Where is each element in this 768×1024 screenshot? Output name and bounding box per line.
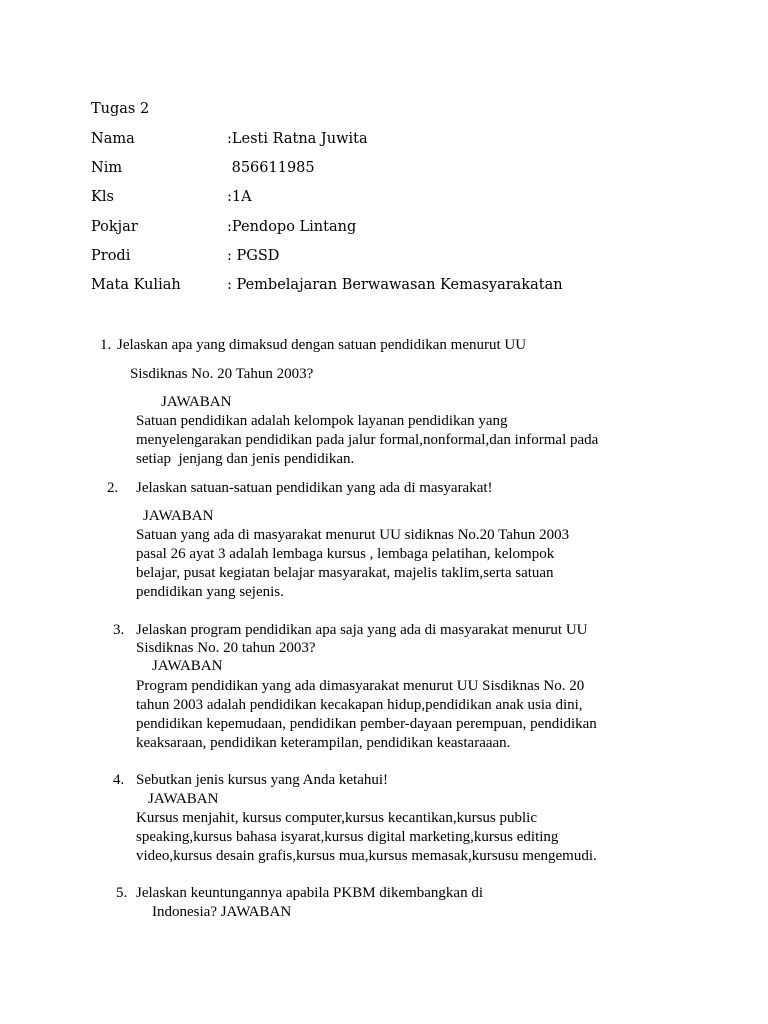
field-label-nim: Nim — [91, 160, 123, 176]
answer-2-line-3: belajar, pusat kegiatan belajar masyarakat, majelis taklim,serta satuan — [136, 565, 554, 581]
answer-3-line-1: Program pendidikan yang ada dimasyarakat menurut UU Sisdiknas No. 20 — [136, 678, 585, 694]
field-value-kls: :1A — [227, 189, 252, 205]
answer-2-line-1: Satuan yang ada di masyarakat menurut UU sidiknas No.20 Tahun 2003 — [136, 527, 570, 543]
question-3-number: 3. — [113, 622, 125, 638]
question-3-text-line-1: Jelaskan program pendidikan apa saja yang ada di masyarakat menurut UU — [136, 622, 588, 638]
question-1-text-line-1: Jelaskan apa yang dimaksud dengan satuan pendidikan menurut UU — [117, 337, 527, 353]
field-value-nim: 856611985 — [227, 160, 315, 176]
answer-2-line-2: pasal 26 ayat 3 adalah lembaga kursus , lembaga pelatihan, kelompok — [136, 546, 555, 562]
question-4-text-line-1: Sebutkan jenis kursus yang Anda ketahui! — [136, 772, 389, 788]
field-label-kls: Kls — [91, 189, 114, 205]
field-value-nama: :Lesti Ratna Juwita — [227, 131, 368, 147]
answer-1-label: JAWABAN — [161, 394, 232, 410]
answer-1-line-3: setiap jenjang dan jenis pendidikan. — [136, 451, 355, 467]
doc-title: Tugas 2 — [91, 101, 150, 117]
question-2-number: 2. — [107, 480, 119, 496]
question-5-text-line-2: Indonesia? JAWABAN — [152, 904, 292, 920]
question-5-text-line-1: Jelaskan keuntungannya apabila PKBM dikembangkan di — [136, 885, 484, 901]
answer-3-line-3: pendidikan kepemudaan, pendidikan pember-dayaan perempuan, pendidikan — [136, 716, 597, 732]
field-value-mata-kuliah: : Pembelajaran Berwawasan Kemasyarakatan — [227, 277, 563, 293]
answer-3-line-4: keaksaraan, pendidikan keterampilan, pendidikan keastaraaan. — [136, 735, 511, 751]
question-5-number: 5. — [116, 885, 128, 901]
question-1-number: 1. — [100, 337, 112, 353]
question-2-text-line-1: Jelaskan satuan-satuan pendidikan yang ada di masyarakat! — [136, 480, 493, 496]
question-3-text-line-2: Sisdiknas No. 20 tahun 2003? — [136, 640, 316, 656]
field-label-mata-kuliah: Mata Kuliah — [91, 277, 181, 293]
field-label-nama: Nama — [91, 131, 135, 147]
answer-2-label: JAWABAN — [143, 508, 214, 524]
question-4-number: 4. — [113, 772, 125, 788]
field-value-pokjar: :Pendopo Lintang — [227, 219, 357, 235]
answer-4-line-2: speaking,kursus bahasa isyarat,kursus digital marketing,kursus editing — [136, 829, 559, 845]
field-label-prodi: Prodi — [91, 248, 131, 264]
answer-4-line-1: Kursus menjahit, kursus computer,kursus kecantikan,kursus public — [136, 810, 538, 826]
answer-3-label: JAWABAN — [152, 658, 223, 674]
answer-2-line-4: pendidikan yang sejenis. — [136, 584, 284, 600]
answer-4-label: JAWABAN — [148, 791, 219, 807]
field-value-prodi: : PGSD — [227, 248, 280, 264]
answer-4-line-3: video,kursus desain grafis,kursus mua,kursus memasak,kursusu mengemudi. — [136, 848, 597, 864]
field-label-pokjar: Pokjar — [91, 219, 138, 235]
answer-3-line-2: tahun 2003 adalah pendidikan kecakapan hidup,pendidikan anak usia dini, — [136, 697, 583, 713]
question-1-text-line-2: Sisdiknas No. 20 Tahun 2003? — [130, 366, 314, 382]
answer-1-line-2: menyelengarakan pendidikan pada jalur formal,nonformal,dan informal pada — [136, 432, 599, 448]
answer-1-line-1: Satuan pendidikan adalah kelompok layanan pendidikan yang — [136, 413, 508, 429]
